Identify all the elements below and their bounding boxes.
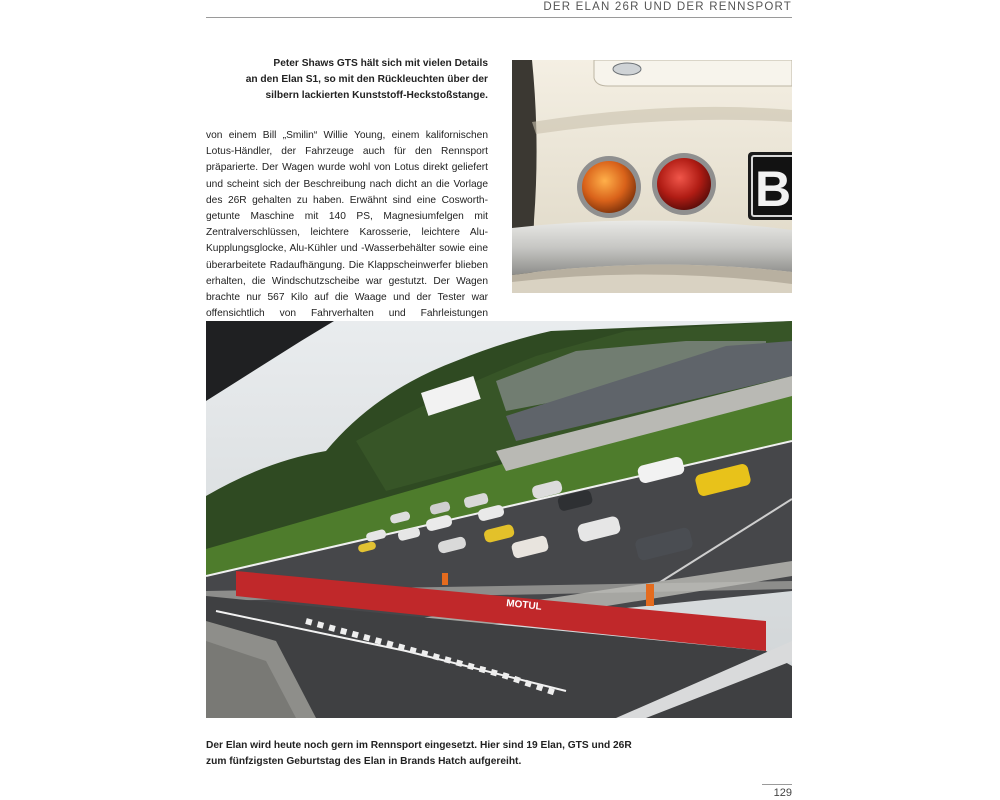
running-header (206, 0, 792, 18)
caption-line: Peter Shaws GTS hält sich mit vielen Details (273, 58, 488, 69)
taillights-illustration (512, 60, 792, 293)
body-paragraph: von einem Bill „Smilin“ Willie Young, einem kalifornischen Lotus-Händler, der Fahrzeuge auch für den Rennsport präparierte. Der Wagen wurde wohl von Lotus direkt geliefert und scheint sich der Beschreibung nach dicht an die Vorlage des 26R gehalten zu haben. Erwähnt sind eine Cosworth-getunte Maschine mit 140 PS, Magnesiumfelgen mit Zentralverschlüssen, leichtere Karosserie, leichtere Alu-Kupplungsglocke, Alu-Kühler und -Wasserbehälter sowie eine überarbeitete Radaufhängung. Die Klappscheinwerfer blieben erhalten, die Windschutzscheibe war gestutzt. Der Wagen brachte nur 567 Kilo auf die Waage und der Tester war offensichtlich von Fahrverhalten und Fahrleistungen (206, 130, 488, 320)
photo-brands-hatch-grid (206, 321, 792, 718)
photo-caption-top (206, 56, 488, 104)
caption-line: silbern lackierten Kunststoff-Heckstoßstange. (265, 90, 488, 101)
amber-indicator-icon (582, 161, 636, 213)
page-number: 129 (773, 787, 792, 799)
caption-line: an den Elan S1, so mit den Rückleuchten über der (245, 74, 488, 85)
plate-letter: B (755, 161, 792, 217)
caption-line: Der Elan wird heute noch gern im Rennsport eingesetzt. Hier sind 19 Elan, GTS und 26R (206, 740, 632, 751)
page-number-box (762, 784, 792, 800)
photo-caption-bottom (206, 738, 792, 770)
red-taillight-icon (657, 158, 711, 210)
marshal-2 (646, 584, 654, 606)
marshal (442, 573, 448, 585)
caption-line: zum fünfzigsten Geburtstag des Elan in Brands Hatch aufgereiht. (206, 756, 522, 767)
running-title: DER ELAN 26R UND DER RENNSPORT (543, 1, 792, 13)
race-grid-illustration (206, 321, 792, 718)
badge-icon (613, 63, 641, 75)
photo-taillights (512, 60, 792, 293)
barrier-sponsor-text: MOTUL (505, 598, 543, 613)
